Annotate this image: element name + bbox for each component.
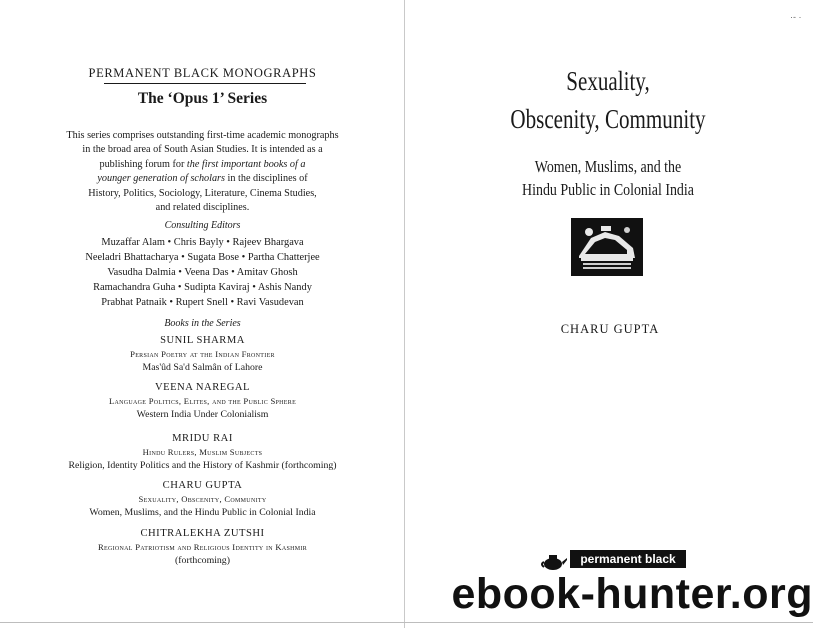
description-segment: publishing forum for <box>99 158 187 170</box>
subtitle-line: Women, Muslims, and the <box>534 157 682 176</box>
description-segment: in the disciplines of <box>225 173 308 185</box>
book-entry <box>0 527 405 568</box>
editors-line: Ramachandra Guha • Sudipta Kaviraj • Ashis Nandy <box>93 282 312 293</box>
cover-illustration <box>571 218 643 276</box>
editors-list <box>0 235 405 310</box>
book-subtitle: (forthcoming) <box>175 555 230 566</box>
description-segment: in the broad area of South Asian Studies. It is intended as a <box>82 144 323 156</box>
book-title: Persian Poetry at the Indian Frontier <box>130 349 275 359</box>
book-title: Sexuality, Obscenity, Community <box>138 494 267 504</box>
books-heading: Books in the Series <box>164 318 241 329</box>
book-subtitle: Mas'ûd Sa'd Salmân of Lahore <box>142 362 263 373</box>
editors-heading: Consulting Editors <box>164 220 241 231</box>
editors-line: Neeladri Bhattacharya • Sugata Bose • Partha Chatterjee <box>85 252 320 263</box>
editors-line: Muzaffar Alam • Chris Bayly • Rajeev Bhargava <box>101 237 304 248</box>
description-line <box>0 129 405 143</box>
description-line <box>0 187 405 201</box>
description-segment: History, Politics, Sociology, Literature, Cinema Studies, <box>88 187 317 199</box>
book-author: CHITRALEKHA ZUTSHI <box>140 528 265 539</box>
editors-line: Prabhat Patnaik • Rupert Snell • Ravi Vasudevan <box>101 297 304 308</box>
watermark: ebook-hunter.org <box>451 570 813 618</box>
publisher-name: permanent black <box>570 550 686 568</box>
description-segment: and related disciplines. <box>155 202 250 214</box>
book-author: CHARU GUPTA <box>162 480 243 491</box>
description-segment: younger generation of scholars <box>97 173 225 185</box>
book-subtitle: Women, Muslims, and the Hindu Public in Colonial India <box>89 507 316 518</box>
book-main-title <box>507 62 710 138</box>
book-author: MRIDU RAI <box>172 433 233 444</box>
corner-mark: ·- · <box>790 12 802 22</box>
book-entry <box>0 432 405 473</box>
book-entry <box>0 381 405 422</box>
series-title: The ‘Opus 1’ Series <box>137 90 268 107</box>
description-line <box>0 158 405 172</box>
book-title: Hindu Rulers, Muslim Subjects <box>142 447 263 457</box>
description-segment: This series comprises outstanding first-time academic monographs <box>66 130 339 141</box>
book-title: Regional Patriotism and Religious Identity in Kashmir <box>97 542 308 552</box>
description-line <box>0 172 405 186</box>
book-entry <box>0 334 405 375</box>
book-author: SUNIL SHARMA <box>160 335 245 346</box>
publisher-logo <box>540 550 686 570</box>
editors-line: Vasudha Dalmia • Veena Das • Amitav Ghosh <box>107 267 298 278</box>
series-name-rule <box>104 83 306 84</box>
description-line <box>0 201 405 215</box>
series-description <box>0 129 405 215</box>
book-subtitle-main <box>501 155 714 201</box>
subtitle-line: Hindu Public in Colonial India <box>522 180 694 199</box>
title-line: Sexuality, <box>566 66 650 96</box>
description-segment: the first important books of a <box>186 158 306 170</box>
book-title: Language Politics, Elites, and the Public Sphere <box>108 396 297 406</box>
book-author-right: CHARU GUPTA <box>560 322 660 336</box>
series-name: PERMANENT BLACK MONOGRAPHS <box>88 66 317 80</box>
book-author: VEENA NAREGAL <box>154 382 251 393</box>
description-line <box>0 143 405 157</box>
book-subtitle: Western India Under Colonialism <box>136 409 269 420</box>
title-line: Obscenity, Community <box>510 104 706 134</box>
book-subtitle: Religion, Identity Politics and the History of Kashmir (forthcoming) <box>68 460 337 471</box>
page-bottom-edge <box>0 622 813 623</box>
book-entry <box>0 479 405 520</box>
